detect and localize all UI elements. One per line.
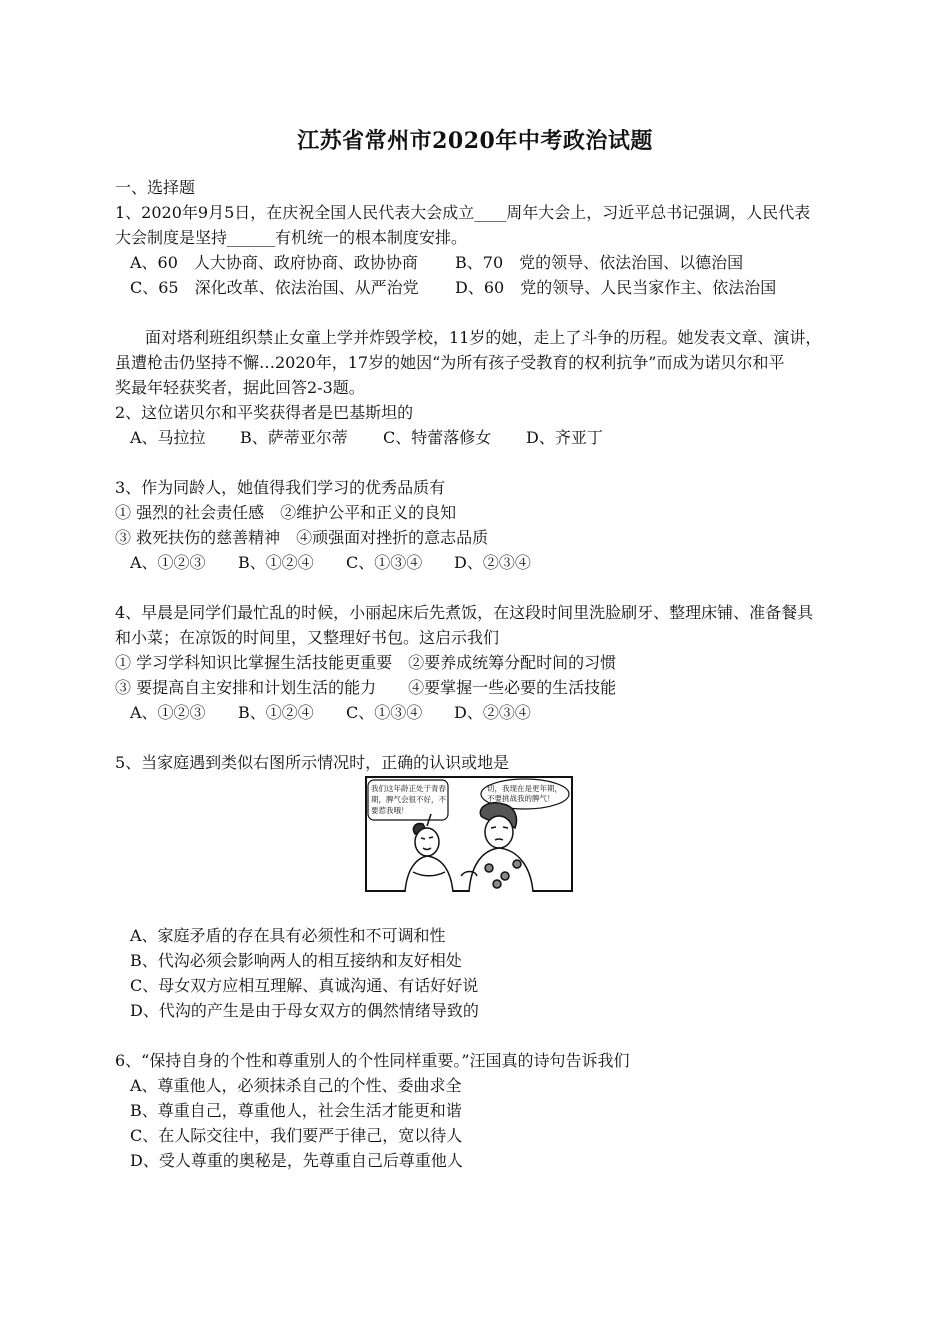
q4-stem-line1: 4、早晨是同学们最忙乱的时候，小丽起床后先煮饭，在这段时间里洗脸刷牙、整理床铺、准备餐具 <box>115 603 814 622</box>
q5-option-c: C、母女双方应相互理解、真诚沟通、有话好好说 <box>130 976 479 995</box>
q2-options <box>130 428 603 448</box>
q1-option-d: D、60 党的领导、人民当家作主、依法治国 <box>455 278 777 297</box>
q4-option-c: C、①③④ <box>346 703 423 722</box>
q2-option-a: A、马拉拉 <box>130 428 206 447</box>
q1-options-row2 <box>130 278 776 298</box>
q3-option-a: A、①②③ <box>130 553 206 572</box>
q5-stem: 5、当家庭遇到类似右图所示情况时，正确的认识或地是 <box>115 753 510 772</box>
bubble-left-line1: 我们这年龄正处于青春 <box>371 784 446 793</box>
q1-option-a: A、60 人大协商、政府协商、政协协商 <box>130 253 418 272</box>
q4-option-b: B、①②④ <box>238 703 314 722</box>
q3-option-c: C、①③④ <box>346 553 423 572</box>
bubble-left-line2: 期，脾气会很不好，不 <box>371 795 446 804</box>
bubble-left-line3: 要惹我哦！ <box>371 806 409 815</box>
q1-stem-line1: 1、2020年9月5日，在庆祝全国人民代表大会成立____周年大会上，习近平总书记强调，人民代表 <box>115 203 811 222</box>
q2-option-b: B、萨蒂亚尔蒂 <box>240 428 348 447</box>
q4-options <box>130 703 531 723</box>
q4-items-1: ① 学习学科知识比掌握生活技能更重要 ②要养成统筹分配时间的习惯 <box>115 653 617 672</box>
q4-stem-line2: 和小菜；在凉饭的时间里，又整理好书包。这启示我们 <box>115 628 500 647</box>
q3-stem: 3、作为同龄人，她值得我们学习的优秀品质有 <box>115 478 446 497</box>
q3-option-b: B、①②④ <box>238 553 314 572</box>
cartoon-image <box>365 776 573 892</box>
bubble-right-line2: 不要挑战我的脾气！ <box>487 794 555 803</box>
q6-option-d: D、受人尊重的奥秘是，先尊重自己后尊重他人 <box>130 1151 463 1170</box>
q4-option-a: A、①②③ <box>130 703 206 722</box>
q6-option-c: C、在人际交往中，我们要严于律己，宽以待人 <box>130 1126 463 1145</box>
q1-options-row1 <box>130 253 743 273</box>
q6-option-b: B、尊重自己，尊重他人，社会生活才能更和谐 <box>130 1101 462 1120</box>
q2-option-d: D、齐亚丁 <box>526 428 603 447</box>
q5-option-a: A、家庭矛盾的存在具有必须性和不可调和性 <box>130 926 446 945</box>
q3-options <box>130 553 531 573</box>
material-line3: 奖最年轻获奖者，据此回答2-3题。 <box>115 378 365 397</box>
material-line1: 面对塔利班组织禁止女童上学并炸毁学校，11岁的她，走上了斗争的历程。她发表文章、演讲， <box>145 328 822 347</box>
q3-items-2: ③ 救死扶伤的慈善精神 ④顽强面对挫折的意志品质 <box>115 528 489 547</box>
q5-option-d: D、代沟的产生是由于母女双方的偶然情绪导致的 <box>130 1001 479 1020</box>
q3-option-d: D、②③④ <box>454 553 531 572</box>
q2-stem: 2、这位诺贝尔和平奖获得者是巴基斯坦的 <box>115 403 414 422</box>
q1-option-b: B、70 党的领导、依法治国、以德治国 <box>455 253 744 272</box>
q4-option-d: D、②③④ <box>454 703 531 722</box>
material-line2: 虽遭枪击仍坚持不懈…2020年，17岁的她因“为所有孩子受教育的权利抗争”而成为诺贝尔和平 <box>115 353 785 372</box>
q5-option-b: B、代沟必须会影响两人的相互接纳和友好相处 <box>130 951 462 970</box>
section-heading: 一、选择题 <box>115 178 196 197</box>
bubble-right-line1: 切，我现在是更年期， <box>487 784 562 793</box>
q1-option-c: C、65 深化改革、依法治国、从严治党 <box>130 278 419 297</box>
q4-items-2: ③ 要提高自主安排和计划生活的能力 ④要掌握一些必要的生活技能 <box>115 678 617 697</box>
page-title: 江苏省常州市2020年中考政治试题 <box>297 128 653 154</box>
q3-items-1: ① 强烈的社会责任感 ②维护公平和正义的良知 <box>115 503 457 522</box>
q6-option-a: A、尊重他人，必须抹杀自己的个性、委曲求全 <box>130 1076 462 1095</box>
q2-option-c: C、特蕾落修女 <box>383 428 492 447</box>
q6-stem: 6、“保持自身的个性和尊重别人的个性同样重要。”汪国真的诗句告诉我们 <box>115 1051 630 1070</box>
q1-stem-line2: 大会制度是坚持______有机统一的根本制度安排。 <box>115 228 468 247</box>
